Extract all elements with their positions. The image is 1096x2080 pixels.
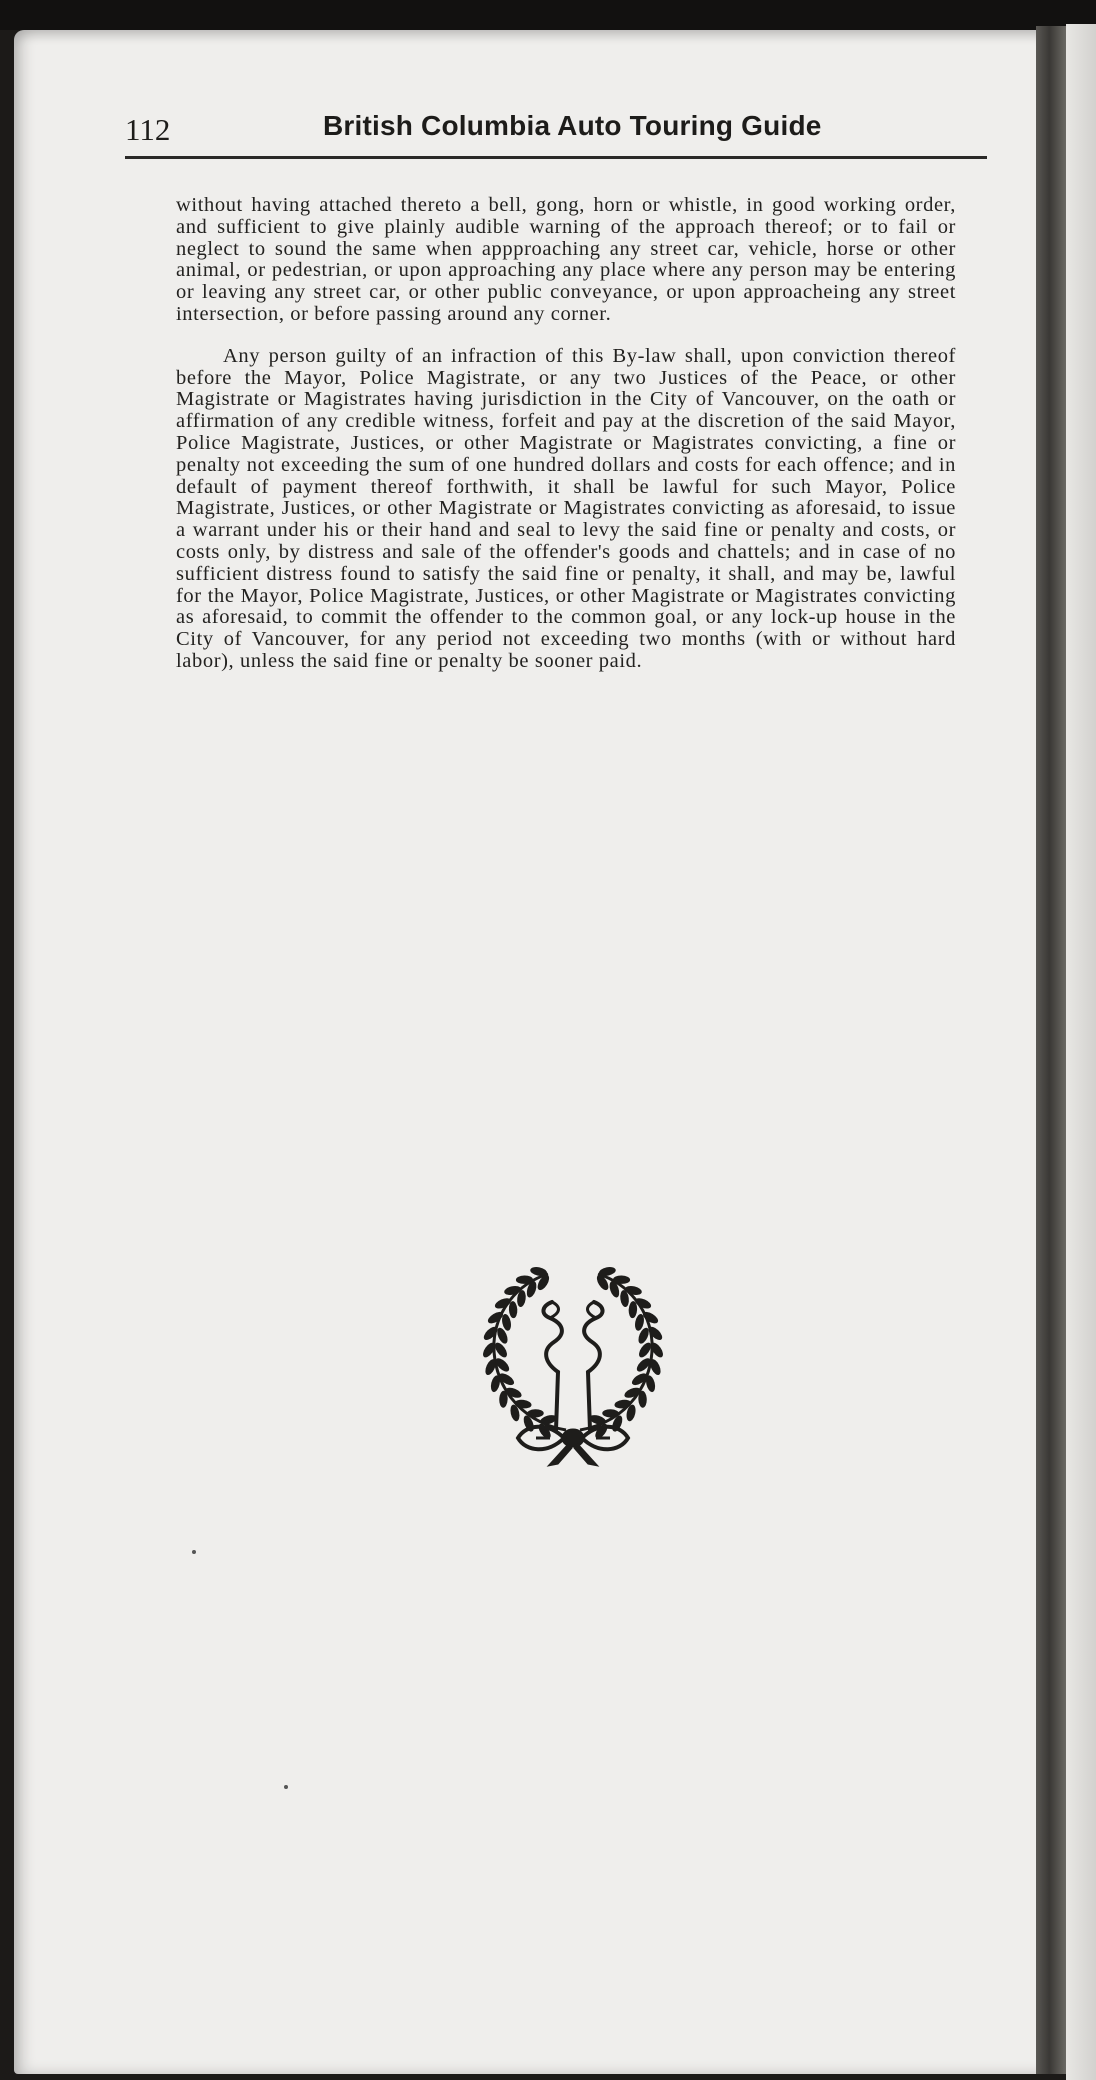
- paragraph: Any person guilty of an infraction of this By-law shall, upon conviction thereof before the Mayor, Police Magistrate, or any two Justices of the Peace, or other Magistrate or Magistrates having jurisdiction in the City of Vancouver, on the oath or affirmation of any credible witness, forfeit and pay at the discretion of the said Mayor, Police Magistrate, Justices, or other Magistrate or Magistrates convicting, a fine or penalty not exceeding the sum of one hundred dollars and costs for each offence; and in default of payment thereof forthwith, it shall be lawful for such Mayor, Police Magistrate, Justices, or other Magistrate or Magistrates convicting as aforesaid, to issue a warrant under his or their hand and seal to levy the said fine or penalty and costs, or costs only, by distress and sale of the offender's goods and chattels; and in case of no sufficient distress found to satisfy the said fine or penalty, it shall, and may be, lawful for the Mayor, Police Magistrate, Justices, or other Magistrate or Magistrates convicting as aforesaid, to commit the offender to the common goal, or any lock-up house in the City of Vancouver, for any period not exceeding two months (with or without hard labor), unless the said fine or penalty be sooner paid.: [176, 344, 956, 672]
- scan-background-top: [0, 0, 1096, 30]
- book-spine-edge: [1036, 26, 1066, 2074]
- scan-speck: [192, 1550, 196, 1554]
- paragraph: without having attached thereto a bell, gong, horn or whistle, in good working order, and sufficient to give plainly audible warning of the approach thereof; or to fail or neglect to sound the same when appproaching any street car, vehicle, horse or other animal, or pedestrian, or upon approaching any place where any person may be entering or leaving any street car, or other public conveyance, or upon approacheing any street intersection, or before passing around any corner.: [176, 194, 956, 325]
- page-header: [125, 78, 987, 162]
- laurel-leaf: [628, 1301, 637, 1318]
- laurel-wreath-with-ribbon-icon: [478, 1262, 668, 1470]
- body-text: [176, 195, 956, 673]
- scan-speck: [284, 1785, 288, 1789]
- running-title: British Columbia Auto Touring Guide: [323, 110, 822, 141]
- facing-page-edge: [1066, 24, 1096, 2080]
- page-number: 112: [125, 112, 171, 147]
- header-rule: [125, 156, 987, 159]
- laurel-leaf: [508, 1301, 517, 1318]
